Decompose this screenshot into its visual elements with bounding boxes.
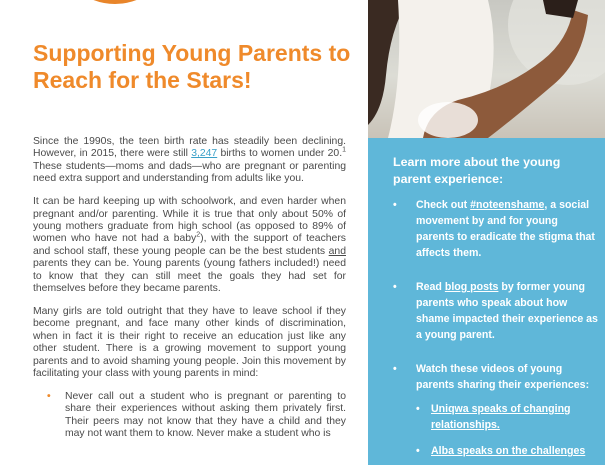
noteenshame-link[interactable]: #noteenshame	[470, 199, 545, 211]
videos-list	[416, 401, 598, 459]
paragraph-2-text-a: It can be hard keeping up with schoolwork, and even harder when pregnant and/or parenting. While it is true that only about 50% of young mothers graduate from high school (as opposed to 89% of women who have not had a baby	[33, 196, 346, 245]
paragraph-1	[33, 136, 346, 186]
tips-list	[33, 391, 346, 441]
resources-list	[393, 197, 598, 465]
list-item	[393, 197, 598, 261]
bullet-icon: •	[393, 199, 397, 211]
bullet-icon: •	[416, 403, 420, 415]
footnote-1: 1	[342, 146, 347, 154]
paragraph-2-text-c: parents they can be. Young parents (young fathers included!) need to know that they can still meet the goals they had set for themselves before they became parents.	[33, 258, 346, 294]
paragraph-1-text-b: births to women under 20.	[217, 148, 343, 160]
footnote-2: 2	[196, 231, 201, 239]
resources-sidebar	[368, 138, 605, 465]
paragraph-1-text-c: These students—moms and dads—who are pregnant or parenting need extra support and understanding from adults like you.	[33, 160, 346, 185]
paragraph-2-text-b: ), with the support of teachers and school staff, these young people can be the best students	[33, 233, 346, 257]
tip-text: Never call out a student who is pregnant or parenting to share their experiences without asking them privately first. Their peers may not know that they have a child and they may not want them to know. Never make a student who is	[65, 390, 346, 440]
resource-text: by former young parents who speak about how shame impacted their experience as a young parent.	[416, 281, 598, 341]
resource-text: , a social movement by and for young parents to eradicate the stigma that affects them.	[416, 199, 595, 259]
paragraph-2-and: and	[328, 245, 346, 257]
logo-circle	[55, 0, 175, 4]
bullet-icon: •	[416, 445, 420, 457]
list-item	[393, 361, 598, 459]
bullet-icon: •	[393, 363, 397, 375]
blog-posts-link[interactable]: blog posts	[444, 281, 499, 293]
resource-text: Watch these videos of young parents sharing their experiences:	[416, 363, 590, 391]
alba-video-link[interactable]: Alba speaks on the challenges	[431, 445, 586, 457]
list-item	[416, 443, 598, 459]
resource-text: Read	[416, 281, 445, 293]
list-item	[393, 279, 598, 343]
births-statistic-link[interactable]: 3,247	[191, 148, 218, 160]
article-body	[33, 136, 346, 440]
list-item	[416, 401, 598, 433]
list-item	[47, 390, 346, 441]
uniqwa-video-link[interactable]: Uniqwa speaks of changing relationships.	[431, 403, 571, 431]
photo-illustration	[368, 0, 605, 138]
page-title: Supporting Young Parents to Reach for the Stars!	[33, 40, 351, 93]
bullet-icon: •	[47, 390, 51, 402]
paragraph-2	[33, 196, 346, 295]
sidebar-heading: Learn more about the young parent experience:	[393, 155, 561, 186]
bullet-icon: •	[393, 281, 397, 293]
header-photo	[368, 0, 605, 138]
resource-text: Check out	[416, 199, 471, 211]
paragraph-1-text-a: Since the 1990s, the teen birth rate has steadily been declining. However, in 2015, there were still	[33, 136, 346, 160]
paragraph-3: Many girls are told outright that they have to leave school if they become pregnant, and face many other kinds of discrimination, when in fact it is their right to receive an education just like any other student. There is a growing movement to support young parents and to avoid shaming young people. Join this movement by facilitating your class with young parents in mind:	[33, 305, 346, 379]
